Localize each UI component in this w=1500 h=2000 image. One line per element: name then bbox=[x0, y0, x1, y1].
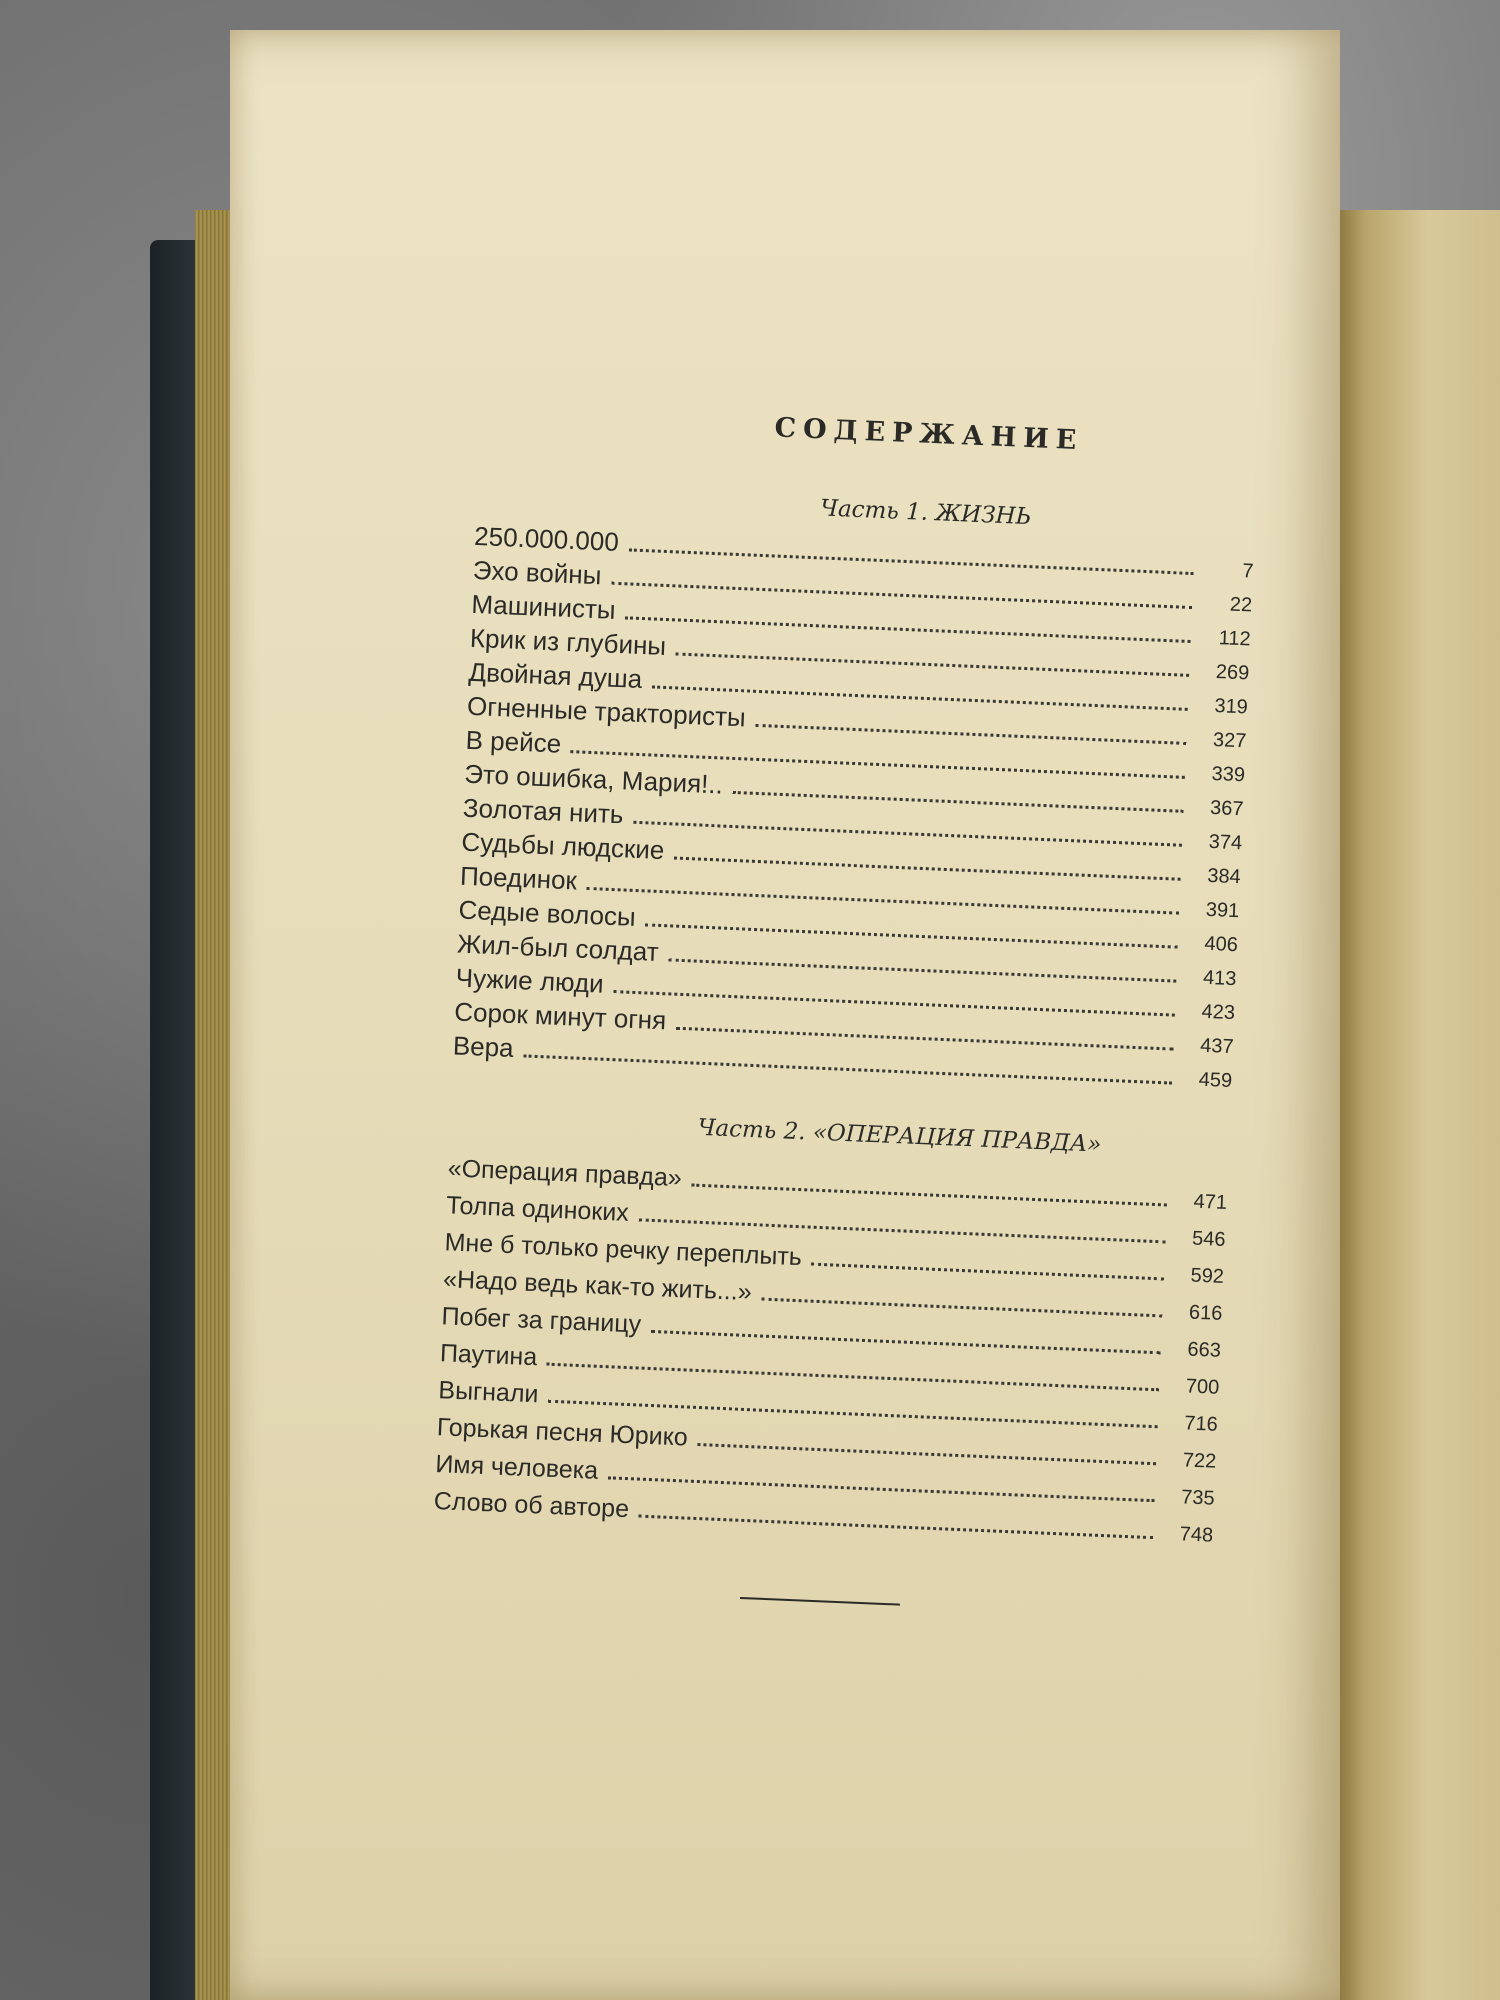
toc-entry-page: 616 bbox=[1188, 1301, 1223, 1325]
toc-entry-title: Вера bbox=[452, 1030, 515, 1063]
toc-entry-page: 327 bbox=[1212, 729, 1247, 753]
toc-entry-page: 663 bbox=[1187, 1338, 1222, 1362]
toc-entry-page: 22 bbox=[1229, 593, 1253, 617]
toc-entry-page: 406 bbox=[1204, 932, 1239, 957]
toc-entry-title: Выгнали bbox=[437, 1376, 540, 1409]
toc-entry-page: 471 bbox=[1193, 1190, 1228, 1214]
toc-entry-title: Горькая песня Юрико bbox=[436, 1413, 689, 1452]
toc-entry-title: Крик из глубины bbox=[469, 622, 667, 661]
toc-entry-page: 592 bbox=[1190, 1264, 1225, 1288]
toc-entry-page: 716 bbox=[1183, 1412, 1219, 1436]
toc-entry-title: Седые волосы bbox=[458, 894, 637, 932]
toc-entry-title: Поединок bbox=[459, 860, 578, 896]
toc-entry-page: 546 bbox=[1191, 1227, 1226, 1251]
toc-entry-page: 7 bbox=[1241, 560, 1254, 583]
leader-dots bbox=[639, 1515, 1153, 1540]
leader-dots bbox=[811, 1263, 1163, 1281]
toc-entry-page: 722 bbox=[1182, 1449, 1217, 1473]
toc-entry-page: 112 bbox=[1218, 627, 1252, 651]
toc-entry-title: «Операция правда» bbox=[447, 1154, 683, 1193]
toc-entry-title: Эхо войны bbox=[472, 554, 603, 591]
book-page bbox=[230, 30, 1340, 2000]
toc-entry-title: Двойная душа bbox=[467, 656, 643, 695]
table-of-contents bbox=[430, 400, 1259, 1619]
toc-entry-page: 413 bbox=[1202, 966, 1237, 991]
toc-entry-page: 391 bbox=[1205, 898, 1240, 923]
toc-entry-title: 250.000.000 bbox=[473, 520, 620, 557]
toc-entry-title: Побег за границу bbox=[441, 1302, 642, 1339]
toc-entry-title: Сорок минут огня bbox=[453, 996, 667, 1036]
toc-title: СОДЕРЖАНИЕ bbox=[773, 412, 1084, 457]
toc-entry-page: 437 bbox=[1199, 1034, 1235, 1059]
toc-entry-title: Машинисты bbox=[470, 588, 617, 625]
toc-entry-page: 339 bbox=[1211, 762, 1246, 787]
toc-entry-title: Паутина bbox=[439, 1339, 538, 1372]
toc-entry-page: 319 bbox=[1213, 695, 1249, 719]
toc-entry-page: 735 bbox=[1180, 1486, 1216, 1510]
closing-rule bbox=[740, 1597, 900, 1606]
toc-entry-page: 384 bbox=[1206, 864, 1242, 889]
toc-entry-page: 423 bbox=[1201, 1000, 1236, 1025]
toc-entry-title: Это ошибка, Мария!.. bbox=[463, 758, 724, 800]
toc-entry-title: «Надо ведь как-то жить...» bbox=[442, 1265, 753, 1307]
facing-page bbox=[1320, 210, 1500, 2000]
toc-entry-title: Имя человека bbox=[434, 1450, 599, 1485]
toc-entry-page: 700 bbox=[1185, 1375, 1220, 1399]
toc-entry-title: Жил-был солдат bbox=[456, 928, 660, 967]
toc-entry-title: Толпа одиноких bbox=[445, 1191, 630, 1227]
toc-entry-title: Золотая нить bbox=[462, 792, 625, 830]
toc-entry-page: 367 bbox=[1209, 796, 1244, 821]
part1-entries bbox=[452, 521, 1254, 1097]
toc-entry-title: Чужие люди bbox=[455, 962, 605, 999]
leader-dots bbox=[697, 1443, 1156, 1465]
leader-dots bbox=[761, 1298, 1162, 1318]
toc-entry-page: 374 bbox=[1208, 830, 1243, 855]
part2-heading: Часть 2. «ОПЕРАЦИЯ ПРАВДА» bbox=[697, 1114, 1102, 1158]
toc-entry-title: Мне б только речку переплыть bbox=[444, 1228, 803, 1272]
toc-entry-title: Слово об авторе bbox=[433, 1487, 630, 1524]
toc-entry-page: 459 bbox=[1198, 1068, 1233, 1093]
toc-entry-page: 269 bbox=[1215, 661, 1250, 685]
toc-entry-title: В рейсе bbox=[465, 724, 562, 759]
toc-entry-title: Судьбы людские bbox=[460, 826, 666, 866]
leader-dots bbox=[523, 1054, 1172, 1084]
toc-entry-title: Огненные трактористы bbox=[466, 690, 747, 733]
part1-heading: Часть 1. ЖИЗНЬ bbox=[819, 495, 1032, 531]
part2-entries bbox=[433, 1154, 1228, 1556]
toc-entry-page: 748 bbox=[1179, 1523, 1214, 1547]
leader-dots bbox=[691, 1184, 1167, 1207]
